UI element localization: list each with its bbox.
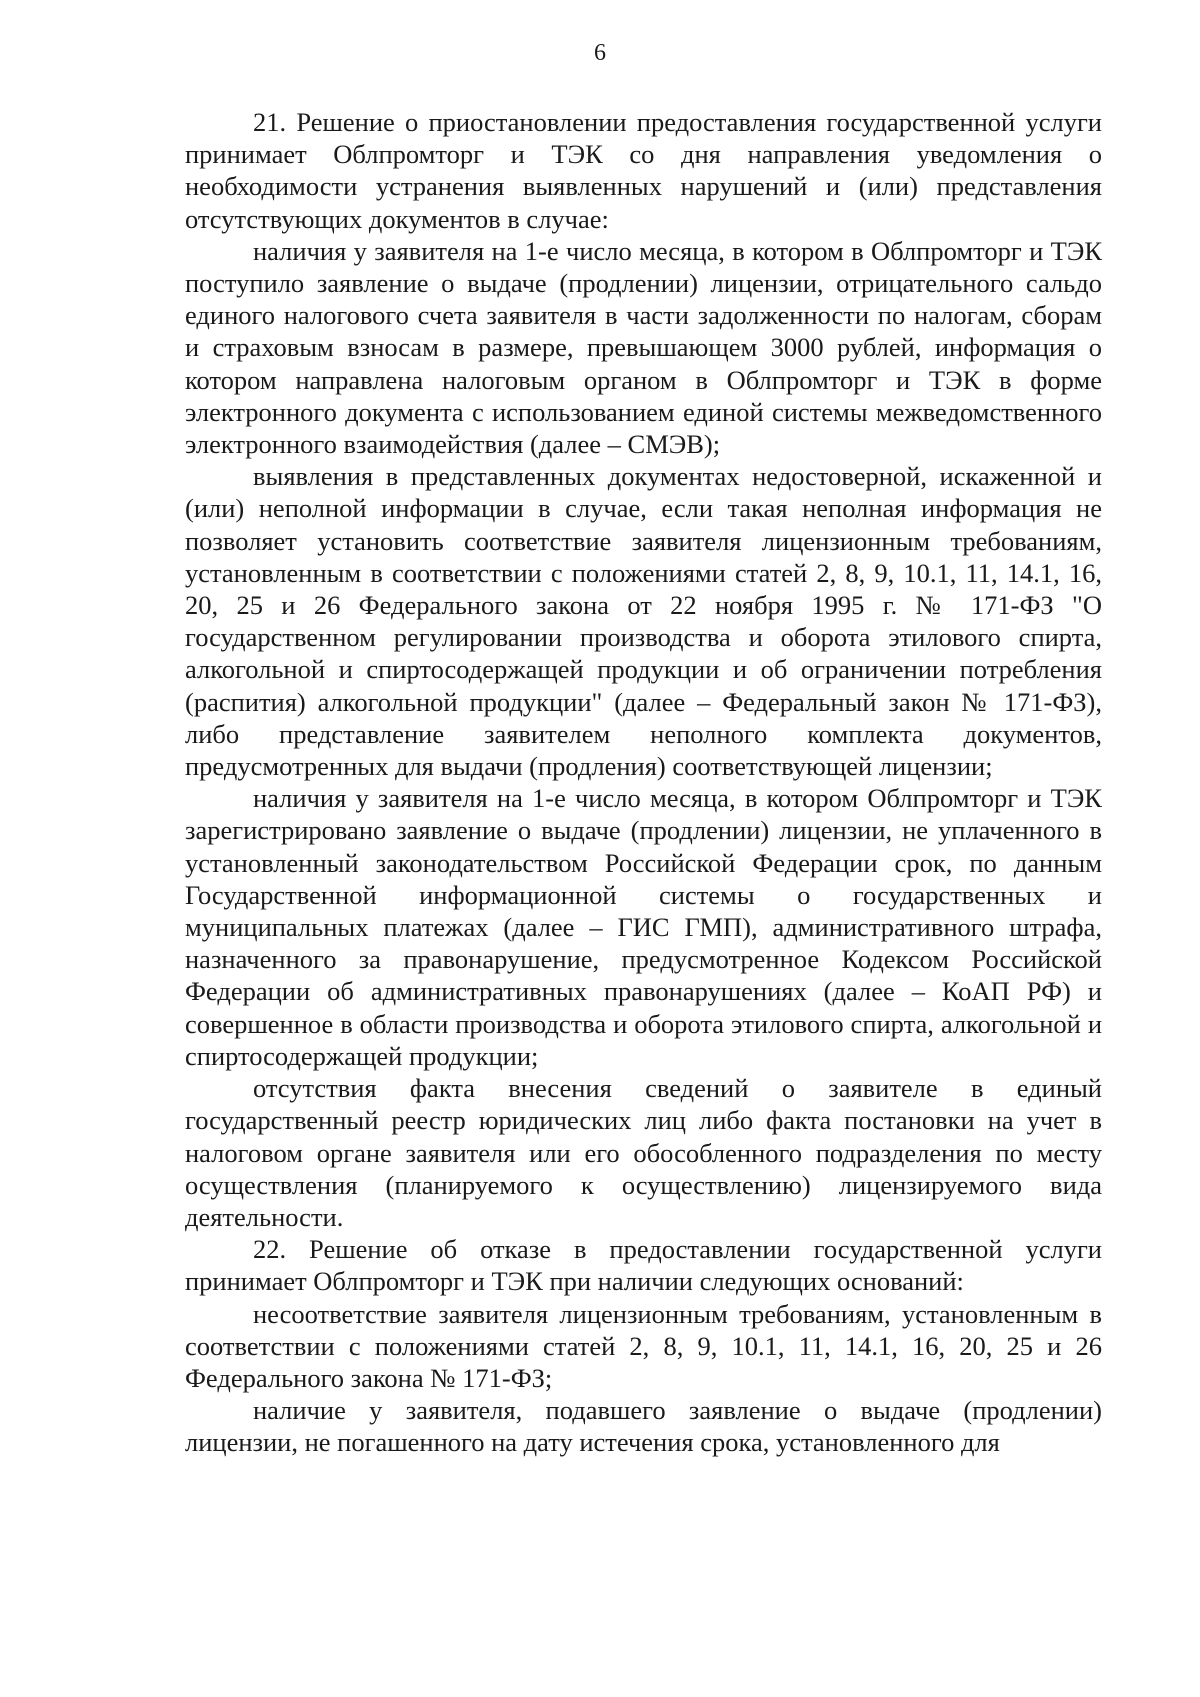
paragraph-registry: отсутствия факта внесения сведений о заявителе в единый государственный реестр юридических лиц либо факта постановки на учет в налоговом органе заявителя или его обособленного подразделения по месту осуществления (планируемого к осуществлению) лицензируемого вида деятельности. — [185, 1073, 1102, 1232]
paragraph-nonconformity: несоответствие заявителя лицензионным требованиям, установленным в соответствии с положениями статей 2, 8, 9, 10.1, 11, 14.1, 16, 20, 25 и 26 Федерального закона № 171-ФЗ; — [185, 1298, 1102, 1393]
document-body — [185, 106, 1102, 1459]
page-number: 6 — [594, 40, 606, 66]
paragraph-unpaid-fine: наличия у заявителя на 1-е число месяца, в котором Облпромторг и ТЭК зарегистрировано заявление о выдаче (продлении) лицензии, не уплаченного в установленный законодательством Российской Федерации срок, по данным Государственной информационной системы о государственных и муниципальных платежах (далее – ГИС ГМП), административного штрафа, назначенного за правонарушение, предусмотренное Кодексом Российской Федерации об административных правонарушениях (далее – КоАП РФ) и совершенное в области производства и оборота этилового спирта, алкогольной и спиртосодержащей продукции; — [185, 783, 1102, 1071]
paragraph-unpaid-debt: наличие у заявителя, подавшего заявление о выдаче (продлении) лицензии, не погашенного на дату истечения срока, установленного для — [185, 1395, 1102, 1458]
paragraph-negative-balance: наличия у заявителя на 1-е число месяца, в котором в Облпромторг и ТЭК поступило заявление о выдаче (продлении) лицензии, отрицательного сальдо единого налогового счета заявителя в части задолженности по налогам, сборам и страховым взносам в размере, превышающем 3000 рублей, информация о котором направлена налоговым органом в Облпромторг и ТЭК в форме электронного документа с использованием единой системы межведомственного электронного взаимодействия (далее – СМЭВ); — [185, 235, 1102, 460]
paragraph-inaccurate-info: выявления в представленных документах недостоверной, искаженной и (или) неполной информации в случае, если такая неполная информация не позволяет установить соответствие заявителя лицензионным требованиям, установленным в соответствии с положениями статей 2, 8, 9, 10.1, 11, 14.1, 16, 20, 25 и 26 Федерального закона от 22 ноября 1995 г. № 171-ФЗ "О государственном регулировании производства и оборота этилового спирта, алкогольной и спиртосодержащей продукции и об ограничении потребления (распития) алкогольной продукции" (далее – Федеральный закон № 171-ФЗ), либо представление заявителем неполного комплекта документов, предусмотренных для выдачи (продления) соответствующей лицензии; — [185, 461, 1102, 782]
paragraph-22: 22. Решение об отказе в предоставлении государственной услуги принимает Облпромторг и ТЭК при наличии следующих оснований: — [185, 1234, 1102, 1297]
paragraph-21: 21. Решение о приостановлении предоставления государственной услуги принимает Облпромторг и ТЭК со дня направления уведомления о необходимости устранения выявленных нарушений и (или) представления отсутствующих документов в случае: — [185, 107, 1102, 234]
